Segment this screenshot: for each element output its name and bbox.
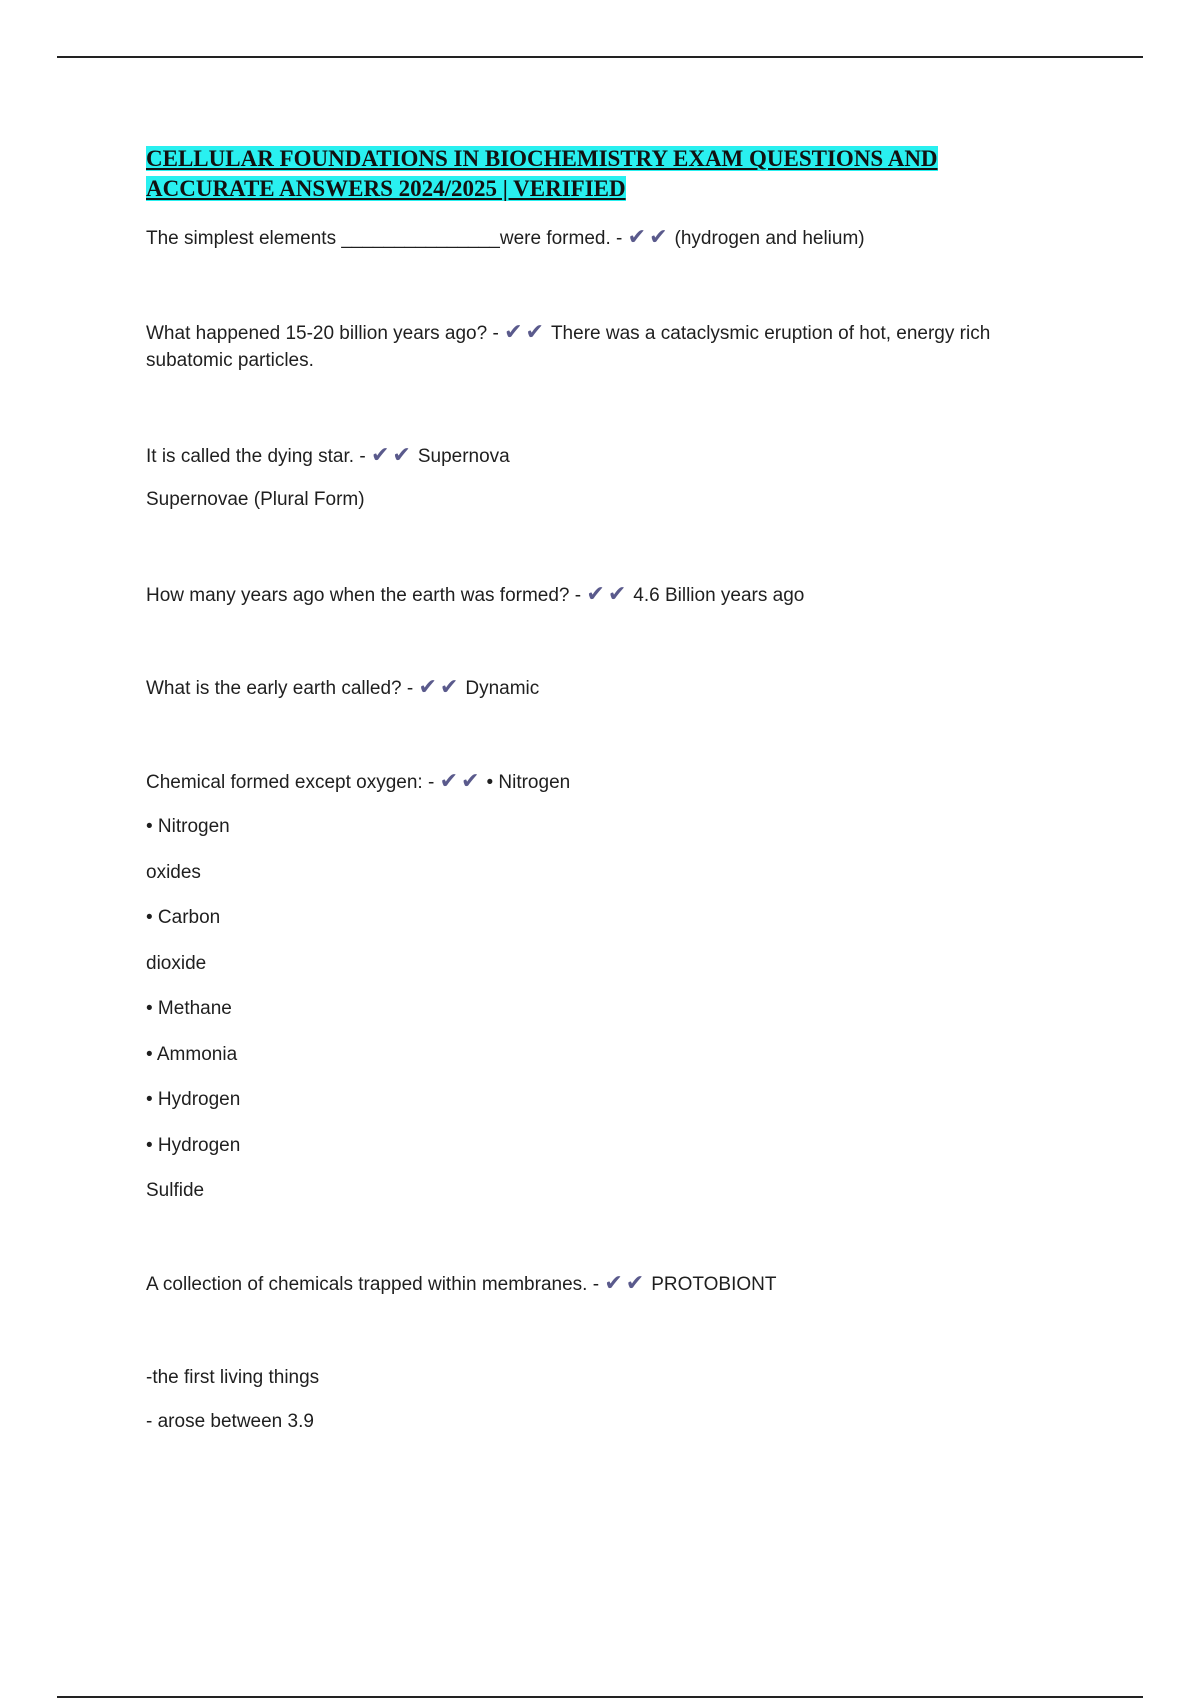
double-check-icon [440,768,483,797]
qa-item-1 [146,224,865,253]
answer-text: • Nitrogen [486,772,571,793]
check-icon: ✔ [649,225,668,250]
answer-extra-line: - arose between 3.9 [146,1411,314,1432]
answer-extra-line: • Nitrogen [146,816,230,837]
qa-item-4 [146,581,804,610]
answer-text: 4.6 Billion years ago [633,585,805,606]
answer-extra-line: -the first living things [146,1367,320,1388]
document-title [146,144,1046,204]
bottom-rule [57,1696,1143,1698]
double-check-icon [628,224,671,253]
check-icon: ✔ [586,582,605,607]
question-text: It is called the dying star. - [146,446,366,467]
question-text: How many years ago when the earth was formed? - [146,585,582,606]
answer-extra-line: • Carbon [146,907,221,928]
check-icon: ✔ [525,320,544,345]
double-check-icon [504,319,547,348]
answer-text: There was a cataclysmic eruption of hot, energy rich [550,323,991,344]
question-text: Chemical formed except oxygen: - [146,772,435,793]
answer-text: PROTOBIONT [651,1274,777,1295]
answer-extra-line: • Ammonia [146,1044,238,1065]
check-icon: ✔ [604,1271,623,1296]
check-icon: ✔ [461,769,480,794]
qa-item-6 [146,768,570,797]
question-text: The simplest elements _______________were formed. - [146,228,623,249]
answer-text: Dynamic [465,678,540,699]
title-line-2: ACCURATE ANSWERS 2024/2025 | VERIFIED [146,176,626,201]
answer-extra-line: Sulfide [146,1180,205,1201]
double-check-icon [371,442,414,471]
check-icon: ✔ [607,582,627,607]
check-icon: ✔ [625,1271,645,1296]
check-icon: ✔ [370,443,390,468]
qa-item-5 [146,674,539,703]
top-rule [57,56,1143,58]
question-text: What is the early earth called? - [146,678,414,699]
answer-text: Supernova [417,446,510,467]
answer-continuation: subatomic particles. [146,350,314,371]
title-line-1: CELLULAR FOUNDATIONS IN BIOCHEMISTRY EXAM QUESTIONS AND [146,146,938,171]
qa-item-2 [146,319,990,348]
check-icon: ✔ [418,675,437,700]
answer-extra-line: • Hydrogen [146,1089,241,1110]
check-icon: ✔ [627,225,647,250]
answer-extra-line: • Hydrogen [146,1135,241,1156]
question-text: What happened 15-20 billion years ago? - [146,323,499,344]
answer-extra-line: oxides [146,862,201,883]
answer-extra-line: Supernovae (Plural Form) [146,489,365,510]
answer-text: (hydrogen and helium) [674,228,865,249]
question-text: A collection of chemicals trapped within membranes. - [146,1274,600,1295]
qa-item-3 [146,442,510,471]
double-check-icon [418,674,461,703]
answer-extra-line: • Methane [146,998,232,1019]
answer-extra-line: dioxide [146,953,207,974]
check-icon: ✔ [392,443,411,468]
qa-item-7 [146,1270,776,1299]
check-icon: ✔ [439,769,459,794]
double-check-icon [604,1270,647,1299]
check-icon: ✔ [439,675,459,700]
check-icon: ✔ [504,320,523,345]
double-check-icon [586,581,629,610]
